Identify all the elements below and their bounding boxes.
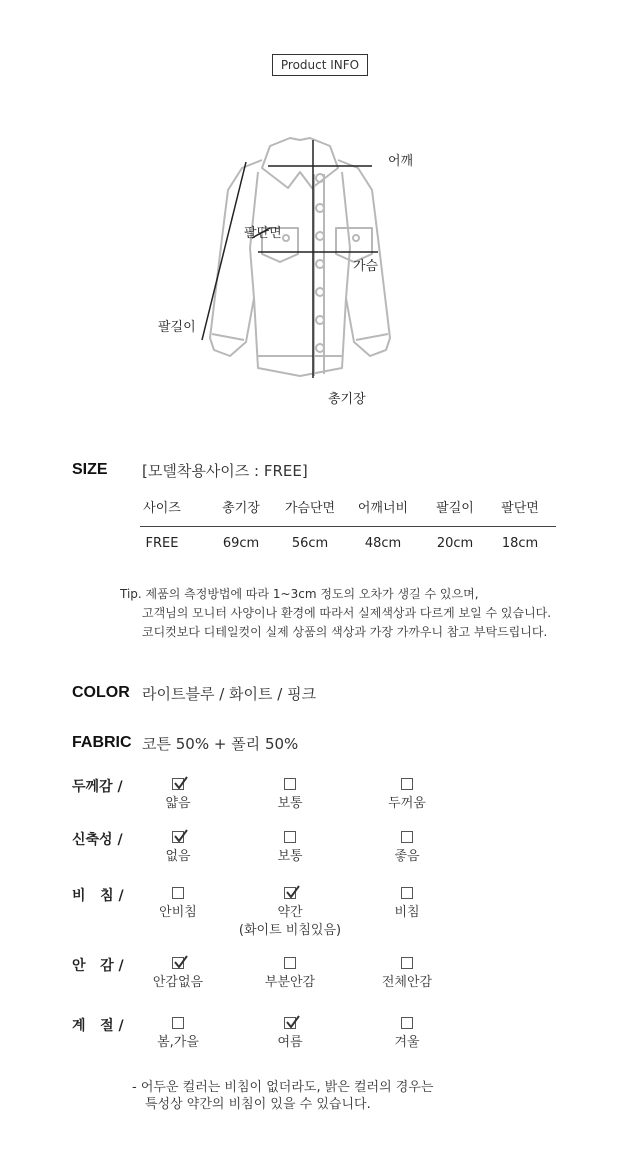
option-season-2: 겨울 bbox=[394, 1035, 420, 1050]
footnote-line-1: - 어두운 컬러는 비침이 없더라도, 밝은 컬러의 경우는 bbox=[132, 1080, 434, 1095]
header-chest: 가슴단면 bbox=[284, 501, 336, 516]
option-sheerness-1: 약간 bbox=[277, 905, 303, 920]
size-table-row bbox=[140, 536, 560, 556]
empty-checkbox-icon[interactable] bbox=[401, 778, 413, 790]
empty-checkbox-icon[interactable] bbox=[284, 957, 296, 969]
option-sub-note: (화이트 비침있음) bbox=[238, 923, 342, 938]
option-lining-1: 부분안감 bbox=[264, 975, 316, 990]
header-length: 총기장 bbox=[222, 501, 260, 516]
attr-label-stretch: 신축성 / bbox=[72, 832, 123, 848]
color-title: COLOR bbox=[72, 684, 130, 701]
option-thickness-0: 얇음 bbox=[165, 796, 191, 811]
cell-length: 69cm bbox=[222, 536, 260, 551]
checked-box-icon[interactable] bbox=[172, 831, 184, 843]
option-sheerness-0: 안비침 bbox=[159, 905, 197, 920]
attr-label-thickness: 두께감 / bbox=[72, 779, 123, 795]
empty-checkbox-icon[interactable] bbox=[401, 831, 413, 843]
header-shoulder: 어깨너비 bbox=[357, 501, 409, 516]
option-stretch-2: 좋음 bbox=[394, 849, 420, 864]
option-season-0: 봄,가을 bbox=[157, 1035, 199, 1050]
option-stretch-0: 없음 bbox=[165, 849, 191, 864]
empty-checkbox-icon[interactable] bbox=[401, 1017, 413, 1029]
option-thickness-1: 보통 bbox=[277, 796, 303, 811]
empty-checkbox-icon[interactable] bbox=[172, 1017, 184, 1029]
empty-checkbox-icon[interactable] bbox=[401, 887, 413, 899]
empty-checkbox-icon[interactable] bbox=[401, 957, 413, 969]
option-lining-2: 전체안감 bbox=[381, 975, 433, 990]
size-title: SIZE bbox=[72, 461, 108, 478]
header-cuff: 팔단면 bbox=[501, 501, 539, 516]
label-chest: 가슴 bbox=[353, 259, 379, 274]
label-length: 총기장 bbox=[328, 392, 366, 407]
checked-box-icon[interactable] bbox=[172, 957, 184, 969]
color-value: 라이트블루 / 화이트 / 핑크 bbox=[142, 685, 317, 703]
option-stretch-1: 보통 bbox=[277, 849, 303, 864]
size-table-divider bbox=[140, 526, 556, 527]
option-sheerness-2: 비침 bbox=[394, 905, 420, 920]
option-season-1: 여름 bbox=[277, 1035, 303, 1050]
checked-box-icon[interactable] bbox=[284, 887, 296, 899]
label-shoulder: 어깨 bbox=[388, 154, 414, 169]
attr-label-sheerness: 비 침 / bbox=[72, 888, 124, 904]
header-sleeve: 팔길이 bbox=[436, 501, 474, 516]
empty-checkbox-icon[interactable] bbox=[284, 778, 296, 790]
label-cuff: 팔단면 bbox=[244, 226, 282, 241]
attr-label-lining: 안 감 / bbox=[72, 958, 124, 974]
cell-cuff: 18cm bbox=[501, 536, 539, 551]
empty-checkbox-icon[interactable] bbox=[284, 831, 296, 843]
model-size-note: [모델착용사이즈 : FREE] bbox=[142, 462, 308, 480]
tip-line-3: 코디컷보다 디테일컷이 실제 상품의 색상과 가장 가까우니 참고 부탁드립니다. bbox=[142, 625, 548, 639]
option-lining-0: 안감없음 bbox=[152, 975, 204, 990]
checked-box-icon[interactable] bbox=[284, 1017, 296, 1029]
footnote-line-2: 특성상 약간의 비침이 있을 수 있습니다. bbox=[145, 1097, 371, 1112]
cell-size: FREE bbox=[145, 536, 179, 551]
fabric-title: FABRIC bbox=[72, 734, 132, 751]
tip-line-2: 고객님의 모니터 사양이나 환경에 따라서 실제색상과 다르게 보일 수 있습니다. bbox=[142, 606, 552, 620]
empty-checkbox-icon[interactable] bbox=[172, 887, 184, 899]
header-size: 사이즈 bbox=[143, 501, 181, 516]
option-thickness-2: 두꺼움 bbox=[388, 796, 426, 811]
cell-chest: 56cm bbox=[291, 536, 329, 551]
fabric-value: 코튼 50% + 폴리 50% bbox=[142, 735, 299, 753]
cell-shoulder: 48cm bbox=[364, 536, 402, 551]
checked-box-icon[interactable] bbox=[172, 778, 184, 790]
cell-sleeve: 20cm bbox=[436, 536, 474, 551]
attr-label-season: 계 절 / bbox=[72, 1018, 124, 1034]
product-info-badge: Product INFO bbox=[272, 54, 368, 76]
size-table-header bbox=[140, 497, 560, 517]
tip-line-1: Tip. 제품의 측정방법에 따라 1~3cm 정도의 오차가 생길 수 있으며, bbox=[120, 587, 479, 601]
label-sleeve: 팔길이 bbox=[158, 320, 196, 335]
